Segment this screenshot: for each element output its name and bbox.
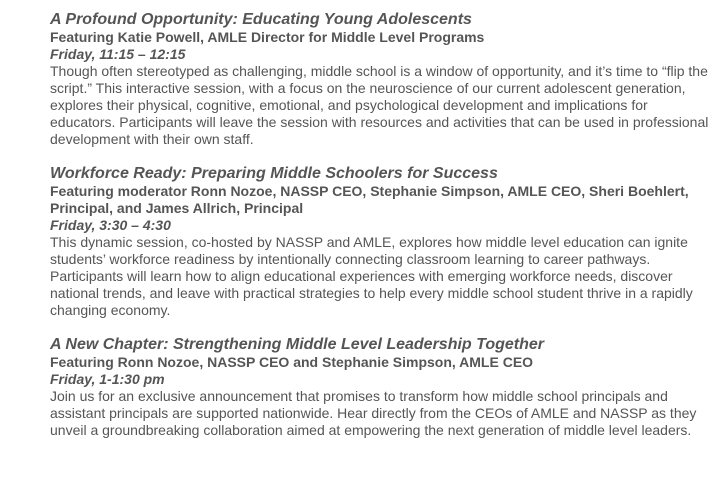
session-title: A New Chapter: Strengthening Middle Level Leadership Together — [50, 336, 544, 353]
session-time: Friday, 11:15 – 12:15 — [50, 46, 186, 62]
session-description: Though often stereotyped as challenging, middle school is a window of opportunity, and it’s time to “flip the script.” This interactive session, with a focus on the neuroscience of our current adolescent generation, explores their physical, cognitive, emotional, and psychological development and implications for educators. Participants will leave the session with resources and activities that can be used in professional development with their own staff. — [50, 63, 709, 147]
session-featuring: Featuring moderator Ronn Nozoe, NASSP CEO, Stephanie Simpson, AMLE CEO, Sheri Boehlert, Principal, and James Allrich, Principal — [50, 183, 689, 216]
session-featuring: Featuring Ronn Nozoe, NASSP CEO and Stephanie Simpson, AMLE CEO — [50, 354, 534, 370]
session-description: This dynamic session, co-hosted by NASSP and AMLE, explores how middle level education can ignite students’ workforce readiness by intentionally connecting classroom learning to career pathways. Participants will learn how to align educational experiences with emerging workforce needs, discover national trends, and leave with practical strategies to help every middle school student thrive in a rapidly changing economy. — [50, 234, 693, 318]
session-block — [50, 10, 710, 148]
session-title: Workforce Ready: Preparing Middle Schoolers for Success — [50, 165, 498, 182]
session-block — [50, 335, 710, 439]
session-featuring: Featuring Katie Powell, AMLE Director for Middle Level Programs — [50, 29, 485, 45]
session-block — [50, 164, 710, 319]
session-list — [50, 10, 710, 439]
session-time: Friday, 1-1:30 pm — [50, 371, 165, 387]
session-description: Join us for an exclusive announcement that promises to transform how middle school principals and assistant principals are supported nationwide. Hear directly from the CEOs of AMLE and NASSP as they unveil a groundbreaking collaboration aimed at empowering the next generation of middle level leaders. — [50, 388, 697, 438]
session-time: Friday, 3:30 – 4:30 — [50, 217, 171, 233]
session-title: A Profound Opportunity: Educating Young Adolescents — [50, 11, 472, 28]
